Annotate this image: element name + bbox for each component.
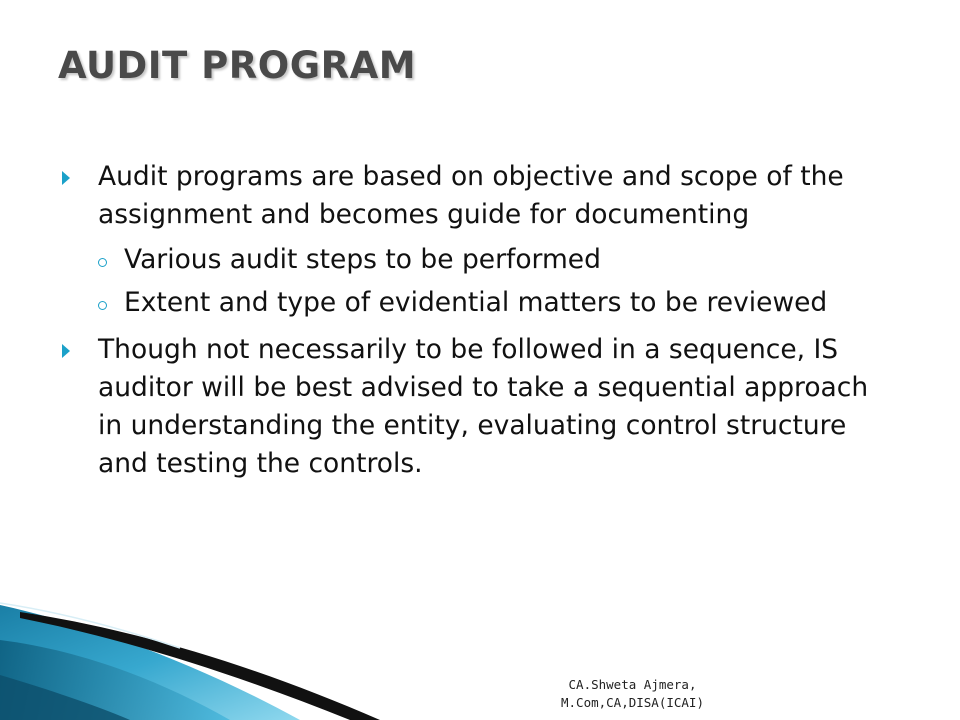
footer-line: CA.Shweta Ajmera, — [568, 677, 697, 692]
sub-bullet-item — [98, 241, 892, 279]
ring-bullet-icon — [98, 284, 124, 322]
slide-title: AUDIT PROGRAM — [58, 44, 417, 87]
bullet-item — [62, 158, 892, 234]
sub-bullet-item — [98, 284, 892, 322]
triangle-bullet-icon — [62, 158, 98, 234]
sub-bullet-text: Various audit steps to be performed — [124, 244, 601, 275]
ring-bullet-icon — [98, 241, 124, 279]
sub-bullet-text: Extent and type of evidential matters to be reviewed — [124, 287, 828, 318]
slide-body — [62, 158, 892, 490]
footer-credit — [545, 676, 720, 712]
bullet-item — [62, 331, 892, 483]
footer-line: M.Com,CA,DISA(ICAI) — [561, 695, 704, 710]
triangle-bullet-icon — [62, 331, 98, 483]
bullet-text: Though not necessarily to be followed in a sequence, IS auditor will be best advised to take a sequential approach in understanding the entity, evaluating control structure and testing the controls. — [98, 334, 869, 479]
bullet-text: Audit programs are based on objective and scope of the assignment and becomes guide for documenting — [98, 161, 844, 230]
